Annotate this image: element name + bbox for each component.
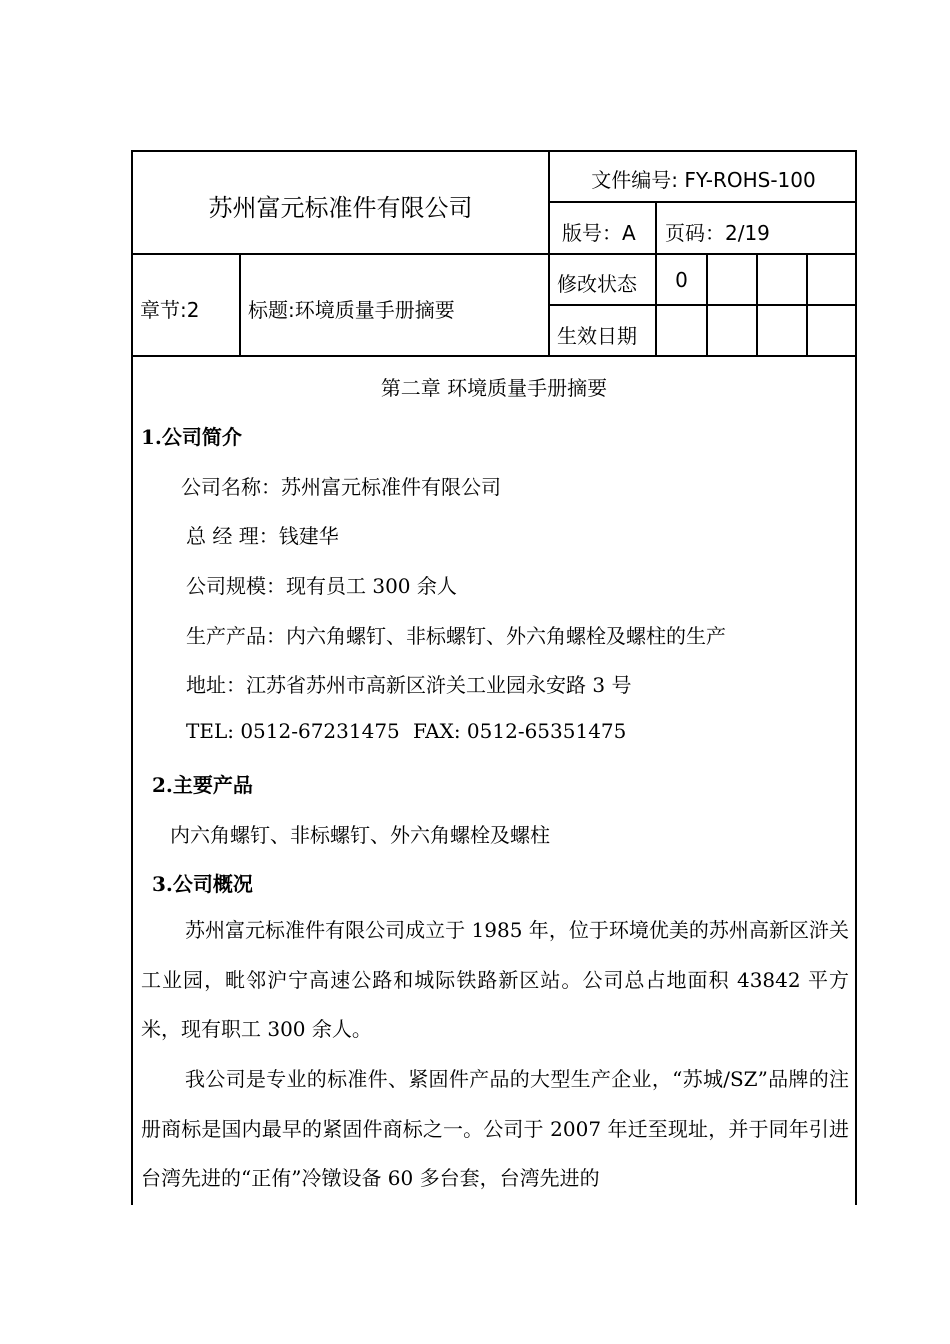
header-divider-rev-col1: [706, 253, 708, 356]
page-number: 页码：2/19: [665, 221, 770, 245]
section3-heading: 3.公司概况: [152, 872, 253, 896]
title-text: 环境质量手册摘要: [294, 298, 455, 322]
company-name-line: 公司名称：苏州富元标准件有限公司: [181, 475, 501, 499]
tel-line: TEL: 0512-67231475: [186, 719, 400, 743]
manager-line: 总 经 理：钱建华: [186, 524, 339, 548]
section1-heading: 1.公司简介: [141, 425, 242, 449]
company-name-title: 苏州富元标准件有限公司: [208, 194, 473, 222]
header-divider-row3: [548, 304, 857, 306]
title-label: 标题:: [248, 298, 295, 322]
products-line: 生产产品：内六角螺钉、非标螺钉、外六角螺栓及螺柱的生产: [186, 624, 726, 648]
header-divider-rev-col2: [756, 253, 758, 356]
header-divider-chapter: [239, 253, 241, 356]
effective-date-label: 生效日期: [557, 324, 637, 348]
revision-status-label: 修改状态: [557, 272, 637, 296]
fax-line: FAX: 0512-65351475: [413, 719, 627, 743]
chapter-label: 章节:2: [140, 298, 200, 322]
version-label: 版号：A: [562, 221, 636, 245]
header-divider-rev-col3: [806, 253, 808, 356]
chapter-heading: 第二章 环境质量手册摘要: [380, 376, 608, 400]
address-line: 地址：江苏省苏州市高新区浒关工业园永安路 3 号: [186, 673, 632, 697]
section3-paragraph-2: 我公司是专业的标准件、紧固件产品的大型生产企业，“苏城/SZ”品牌的注册商标是国内最早的紧固件商标之一。公司于 2007 年迁至现址，并于同年引进台湾先进的“正侑”冷镦设备 60 多台套，台湾先进的: [141, 1067, 849, 1190]
scale-line: 公司规模：现有员工 300 余人: [186, 574, 457, 598]
document-number: 文件编号: FY-ROHS-100: [591, 168, 816, 192]
section2-body: 内六角螺钉、非标螺钉、外六角螺栓及螺柱: [170, 823, 550, 847]
header-divider-row1: [548, 201, 857, 203]
section2-heading: 2.主要产品: [152, 773, 253, 797]
revision-status-value: 0: [675, 268, 688, 292]
section3-paragraph-1: 苏州富元标准件有限公司成立于 1985 年，位于环境优美的苏州高新区浒关工业园，毗邻沪宁高速公路和城际铁路新区站。公司总占地面积 43842 平方米，现有职工 300 余人。: [141, 918, 849, 1041]
section-title: [248, 294, 455, 323]
